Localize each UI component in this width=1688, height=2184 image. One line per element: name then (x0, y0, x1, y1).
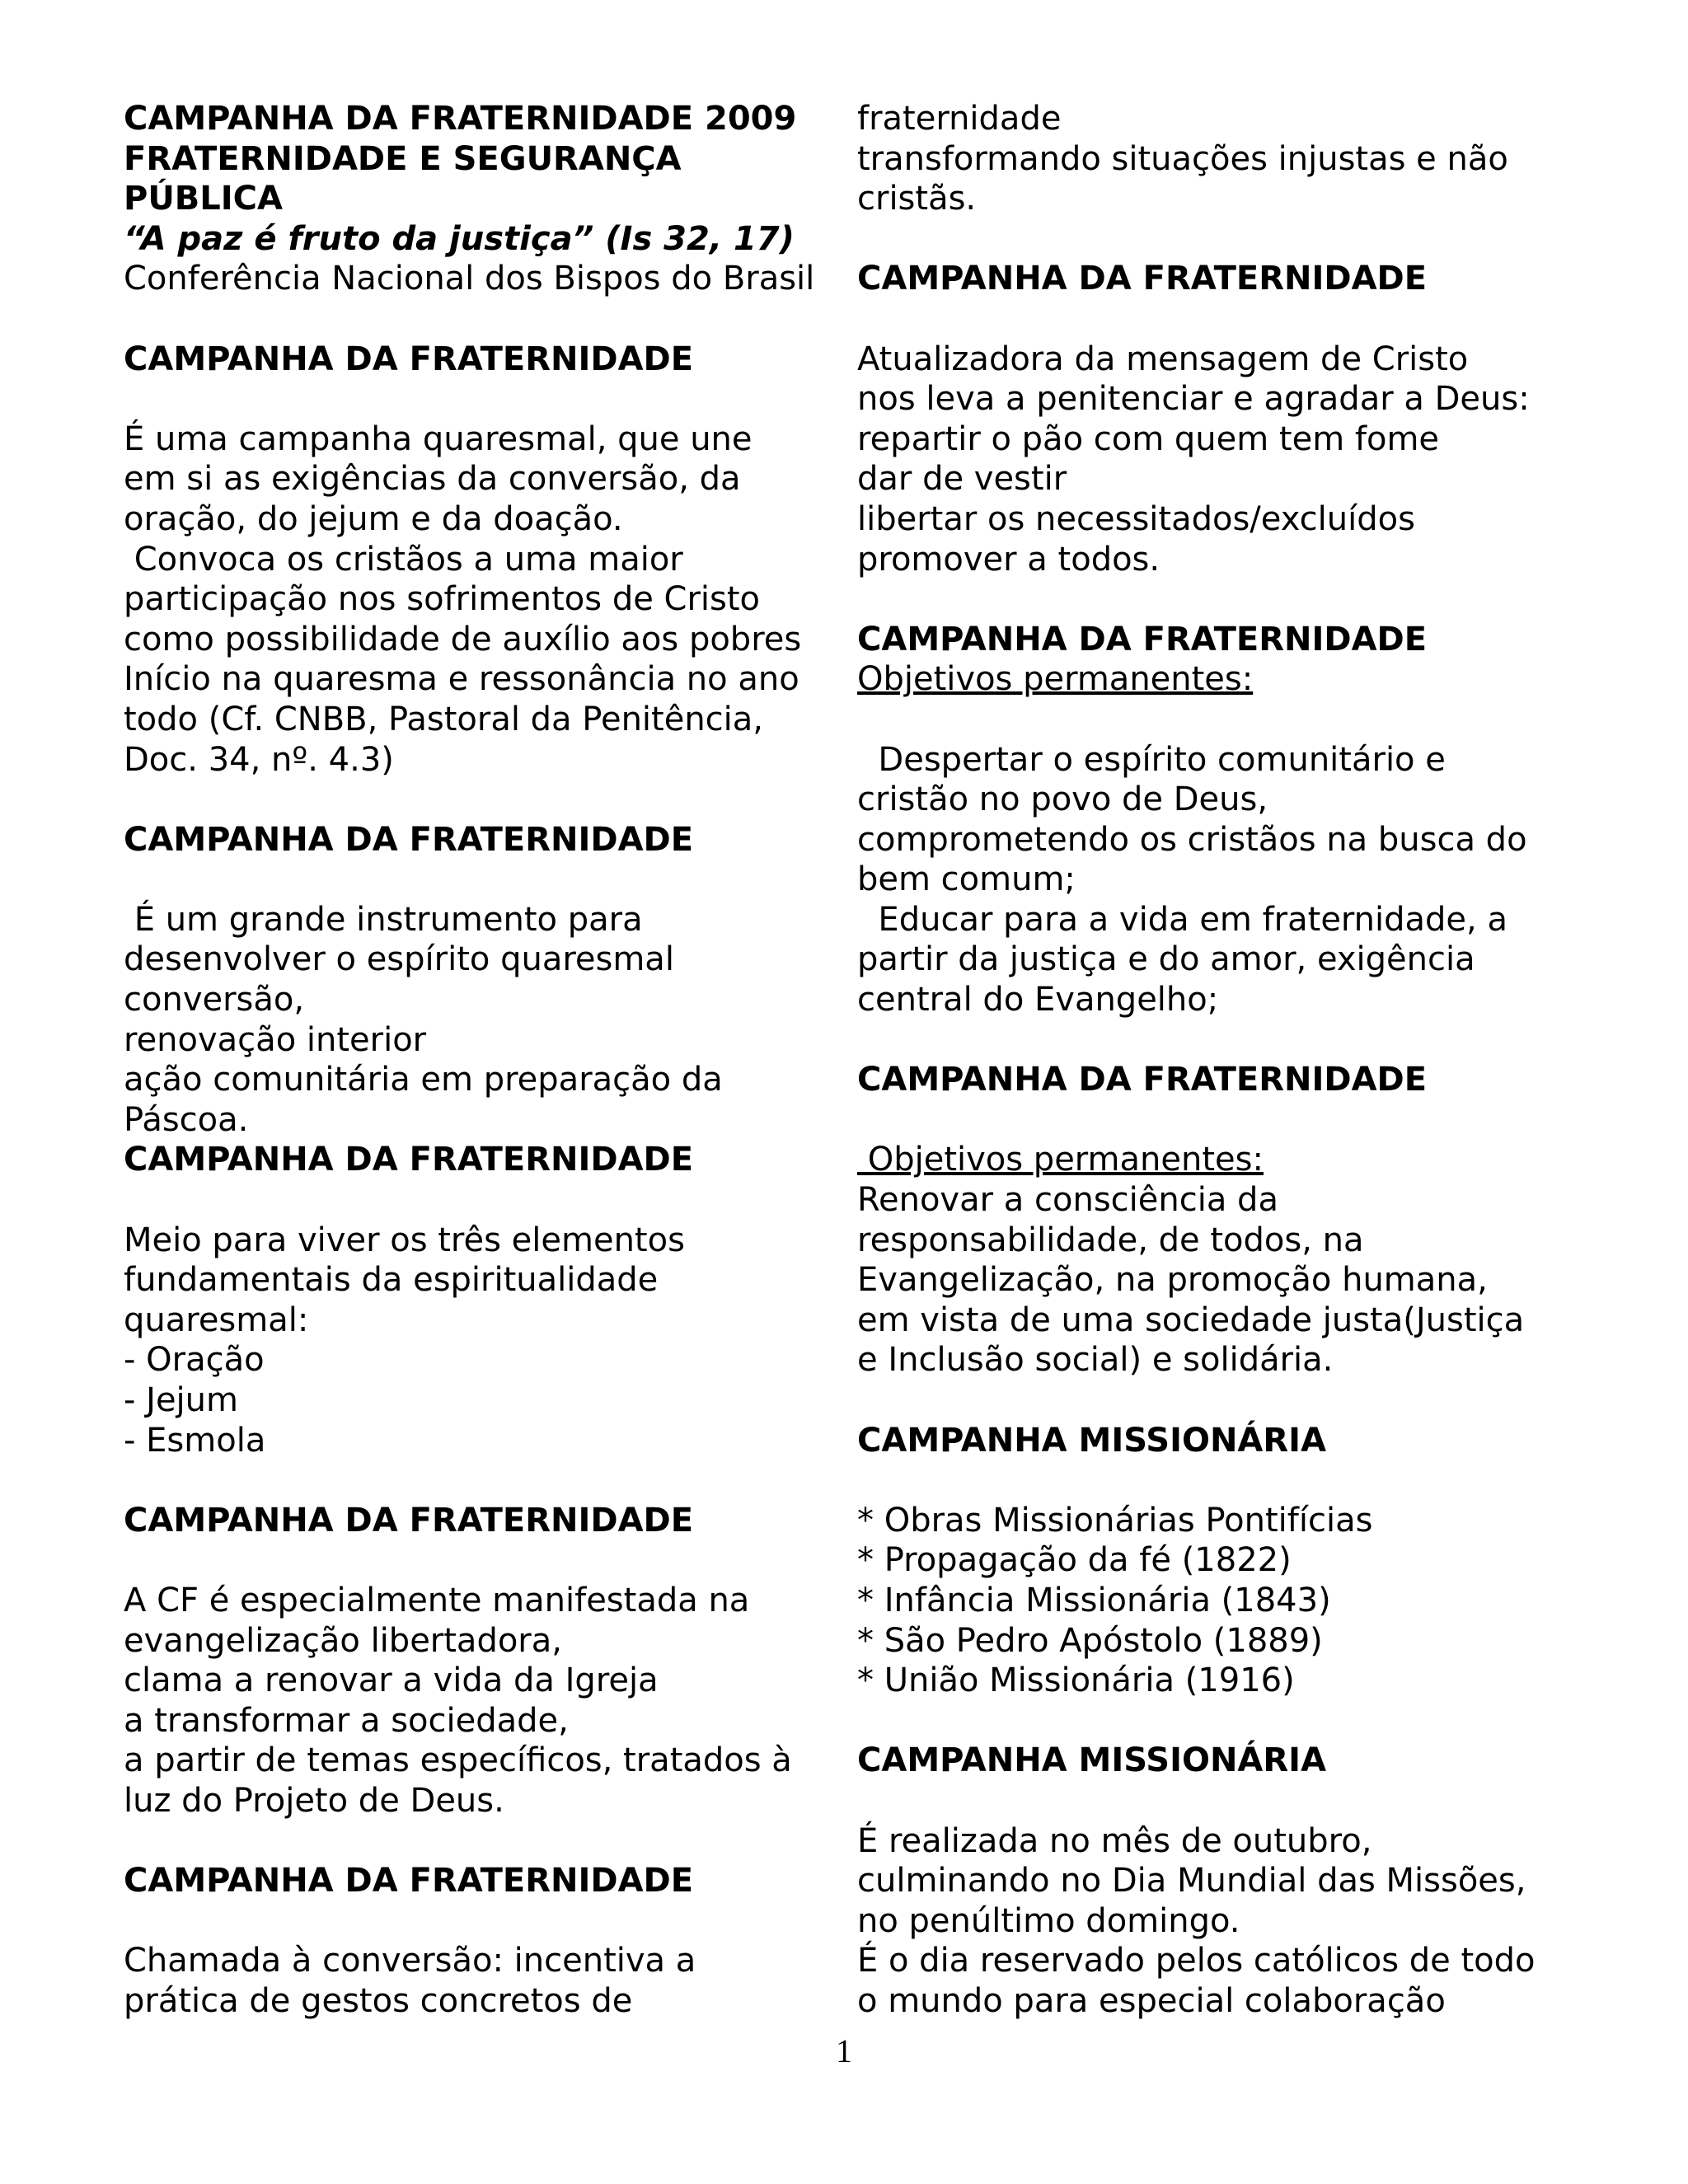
blank-line (857, 1460, 1582, 1501)
blank-line (857, 1380, 1582, 1421)
section-heading: CAMPANHA DA FRATERNIDADE 2009 (124, 100, 797, 138)
text-line: cristão no povo de Deus, (857, 780, 1268, 819)
text-line: Despertar o espírito comunitário e (857, 740, 1446, 779)
section-heading: FRATERNIDADE E SEGURANÇA (124, 139, 682, 178)
text-line: É uma campanha quaresmal, que une (124, 419, 753, 458)
text-line: renovação interior (124, 1020, 427, 1059)
left-column (124, 99, 832, 2022)
text-line: todo (Cf. CNBB, Pastoral da Penitência, (124, 700, 764, 738)
text-line: no penúltimo domingo. (857, 1901, 1240, 1940)
text-line: “A paz é fruto da justiça” (Is 32, 17) (124, 219, 795, 258)
text-line: Conferência Nacional dos Bispos do Brasil (124, 260, 815, 298)
text-line: evangelização libertadora, (124, 1621, 562, 1660)
text-line: promover a todos. (857, 540, 1160, 579)
blank-line (124, 1821, 832, 1862)
section-heading: CAMPANHA DA FRATERNIDADE (857, 620, 1428, 658)
blank-line (124, 1460, 832, 1501)
blank-line (857, 1701, 1582, 1741)
text-line: * São Pedro Apóstolo (1889) (857, 1621, 1323, 1660)
blank-line (857, 579, 1582, 620)
subheading: Objetivos permanentes: (857, 1141, 1264, 1179)
blank-line (124, 299, 832, 340)
section-heading: CAMPANHA DA FRATERNIDADE (857, 1061, 1428, 1099)
text-line: Convoca os cristãos a uma maior (124, 540, 683, 579)
text-line: Educar para a vida em fraternidade, a (857, 900, 1507, 939)
text-line: bem comum; (857, 860, 1076, 899)
section-heading: CAMPANHA DA FRATERNIDADE (124, 820, 694, 859)
blank-line (857, 1020, 1582, 1061)
text-line: Início na quaresma e ressonância no ano (124, 660, 799, 699)
text-line: a transformar a sociedade, (124, 1701, 569, 1740)
blank-line (124, 1180, 832, 1221)
text-line: Chamada à conversão: incentiva a (124, 1942, 696, 1980)
text-line: * Infância Missionária (1843) (857, 1581, 1331, 1619)
text-line: ação comunitária em preparação da (124, 1061, 723, 1099)
blank-line (857, 700, 1582, 740)
blank-line (124, 780, 832, 820)
text-line: em vista de uma sociedade justa(Justiça (857, 1301, 1525, 1339)
text-line: a partir de temas específicos, tratados à (124, 1741, 792, 1780)
blank-line (857, 1100, 1582, 1141)
text-line: Meio para viver os três elementos (124, 1221, 685, 1259)
text-line: Atualizadora da mensagem de Cristo (857, 340, 1469, 378)
text-line: cristãs. (857, 180, 977, 218)
text-line: em si as exigências da conversão, da (124, 460, 741, 499)
text-line: Páscoa. (124, 1100, 249, 1139)
section-heading: CAMPANHA DA FRATERNIDADE (124, 340, 694, 378)
text-line: nos leva a penitenciar e agradar a Deus: (857, 380, 1530, 419)
page-number: 1 (836, 2032, 852, 2069)
text-line: É o dia reservado pelos católicos de todo (857, 1942, 1536, 1980)
text-line: prática de gestos concretos de (124, 1981, 633, 2020)
blank-line (857, 299, 1582, 340)
text-line: partir da justiça e do amor, exigência (857, 940, 1475, 979)
blank-line (124, 1901, 832, 1942)
section-heading: CAMPANHA MISSIONÁRIA (857, 1741, 1327, 1780)
text-line: * Obras Missionárias Pontifícias (857, 1501, 1373, 1540)
text-line: Renovar a consciência da (857, 1181, 1278, 1220)
text-line: oração, do jejum e da doação. (124, 499, 623, 538)
text-line: repartir o pão com quem tem fome (857, 419, 1440, 458)
section-heading: CAMPANHA MISSIONÁRIA (857, 1421, 1327, 1460)
text-line: dar de vestir (857, 460, 1067, 499)
text-line: - Esmola (124, 1421, 266, 1460)
text-line: transformando situações injustas e não (857, 139, 1508, 178)
text-line: É realizada no mês de outubro, (857, 1821, 1372, 1860)
blank-line (857, 219, 1582, 260)
text-line: - Jejum (124, 1381, 238, 1419)
text-line: A CF é especialmente manifestada na (124, 1581, 750, 1619)
text-line: * Propagação da fé (1822) (857, 1541, 1292, 1580)
text-line: Evangelização, na promoção humana, (857, 1261, 1488, 1300)
text-line: culminando no Dia Mundial das Missões, (857, 1862, 1526, 1900)
text-line: clama a renovar a vida da Igreja (124, 1661, 659, 1700)
right-column (857, 99, 1582, 2022)
text-line: conversão, (124, 981, 305, 1019)
text-line: desenvolver o espírito quaresmal (124, 940, 674, 979)
section-heading: CAMPANHA DA FRATERNIDADE (124, 1501, 694, 1540)
blank-line (124, 860, 832, 900)
text-line: participação nos sofrimentos de Cristo (124, 580, 761, 619)
text-line: comprometendo os cristãos na busca do (857, 820, 1527, 859)
text-line: o mundo para especial colaboração (857, 1981, 1446, 2020)
text-line: como possibilidade de auxílio aos pobres (124, 620, 802, 658)
text-line: fraternidade (857, 100, 1062, 138)
section-heading: CAMPANHA DA FRATERNIDADE (124, 1141, 694, 1179)
text-line: responsabilidade, de todos, na (857, 1221, 1364, 1259)
blank-line (857, 1781, 1582, 1821)
section-heading: PÚBLICA (124, 180, 283, 218)
text-line: luz do Projeto de Deus. (124, 1781, 504, 1820)
subheading: Objetivos permanentes: (857, 660, 1254, 699)
section-heading: CAMPANHA DA FRATERNIDADE (857, 260, 1428, 298)
text-line: É um grande instrumento para (124, 900, 643, 939)
text-line: * União Missionária (1916) (857, 1661, 1295, 1700)
section-heading: CAMPANHA DA FRATERNIDADE (124, 1862, 694, 1900)
text-line: Doc. 34, nº. 4.3) (124, 740, 394, 779)
text-line: e Inclusão social) e solidária. (857, 1341, 1334, 1380)
text-line: - Oração (124, 1341, 265, 1380)
text-line: central do Evangelho; (857, 981, 1219, 1019)
blank-line (124, 379, 832, 419)
text-line: libertar os necessitados/excluídos (857, 499, 1415, 538)
text-line: fundamentais da espiritualidade (124, 1261, 659, 1300)
text-line: quaresmal: (124, 1301, 309, 1339)
blank-line (124, 1540, 832, 1581)
